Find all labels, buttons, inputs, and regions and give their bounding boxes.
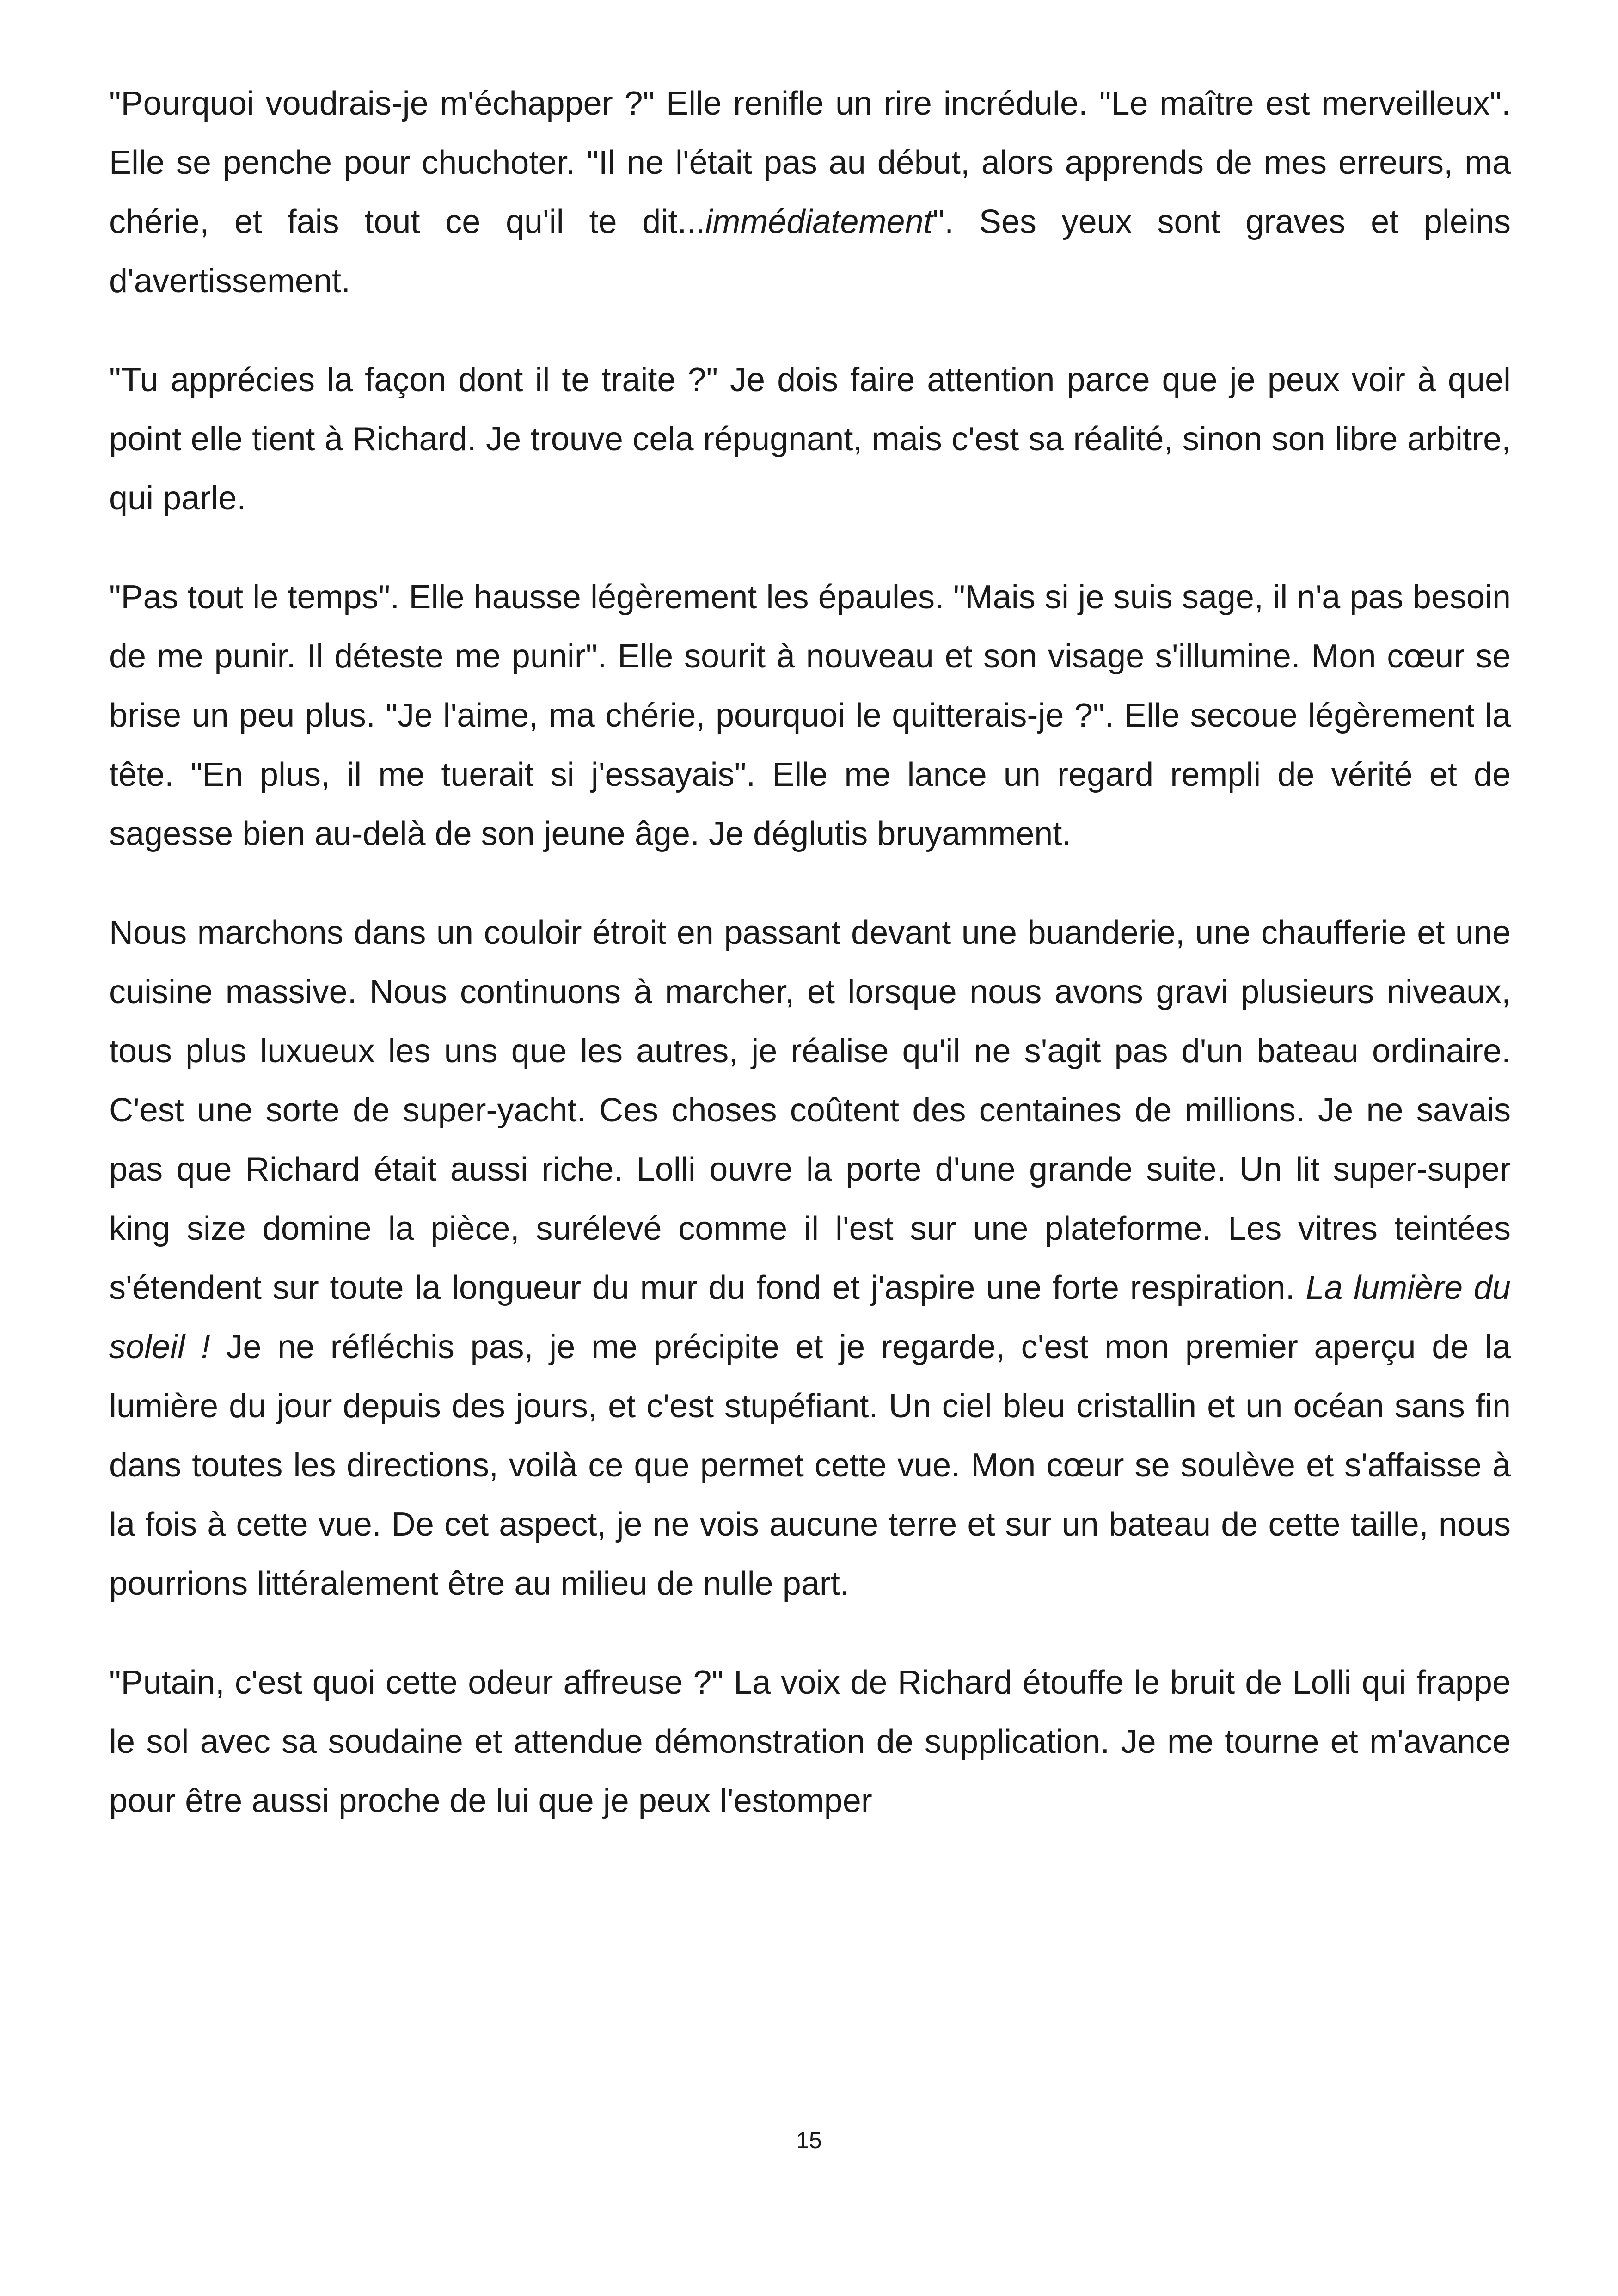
paragraph-1-text-a: "Pourquoi voudrais-je m'échapper ?" Elle renifle un rire incrédule. "Le maître est merveilleux". Elle se penche pour chuchoter. "Il ne l'était pas au début, alors apprends de mes erreurs, ma chérie, et fais tout ce qu'il te dit...	[109, 85, 1511, 240]
paragraph-4-emphasis: La lumière du soleil !	[109, 1269, 1511, 1365]
paragraph-4-text-b: Je ne réfléchis pas, je me précipite et je regarde, c'est mon premier aperçu de la lumière du jour depuis des jours, et c'est stupéfiant. Un ciel bleu cristallin et un océan sans fin dans toutes les directions, voilà ce que permet cette vue. Mon cœur se soulève et s'affaisse à la fois à cette vue. De cet aspect, je ne vois aucune terre et sur un bateau de cette taille, nous pourrions littéralement être au milieu de nulle part.	[109, 1329, 1511, 1602]
body-text	[109, 74, 1511, 1831]
paragraph-1	[109, 74, 1511, 311]
paragraph-3: "Pas tout le temps". Elle hausse légèrement les épaules. "Mais si je suis sage, il n'a pas besoin de me punir. Il déteste me punir". Elle sourit à nouveau et son visage s'illumine. Mon cœur se brise un peu plus. "Je l'aime, ma chérie, pourquoi le quitterais-je ?". Elle secoue légèrement la tête. "En plus, il me tuerait si j'essayais". Elle me lance un regard rempli de vérité et de sagesse bien au-delà de son jeune âge. Je déglutis bruyamment.	[109, 579, 1511, 852]
paragraph-1-text-b: ". Ses yeux sont graves et pleins d'avertissement.	[109, 203, 1511, 300]
page-number: 15	[796, 2127, 822, 2153]
paragraph-4	[109, 903, 1511, 1613]
paragraph-1-emphasis: immédiatement	[705, 203, 933, 240]
paragraph-2: "Tu apprécies la façon dont il te traite ?" Je dois faire attention parce que je peux voir à quel point elle tient à Richard. Je trouve cela répugnant, mais c'est sa réalité, sinon son libre arbitre, qui parle.	[109, 361, 1511, 517]
paragraph-4-text-a: Nous marchons dans un couloir étroit en passant devant une buanderie, une chaufferie et une cuisine massive. Nous continuons à marcher, et lorsque nous avons gravi plusieurs niveaux, tous plus luxueux les uns que les autres, je réalise qu'il ne s'agit pas d'un bateau ordinaire. C'est une sorte de super-yacht. Ces choses coûtent des centaines de millions. Je ne savais pas que Richard était aussi riche. Lolli ouvre la porte d'une grande suite. Un lit super-super king size domine la pièce, surélevé comme il l'est sur une plateforme. Les vitres teintées s'étendent sur toute la longueur du mur du fond et j'aspire une forte respiration.	[109, 914, 1511, 1306]
paragraph-5: "Putain, c'est quoi cette odeur affreuse ?" La voix de Richard étouffe le bruit de Lolli qui frappe le sol avec sa soudaine et attendue démonstration de supplication. Je me tourne et m'avance pour être aussi proche de lui que je peux l'estomper	[109, 1664, 1511, 1819]
